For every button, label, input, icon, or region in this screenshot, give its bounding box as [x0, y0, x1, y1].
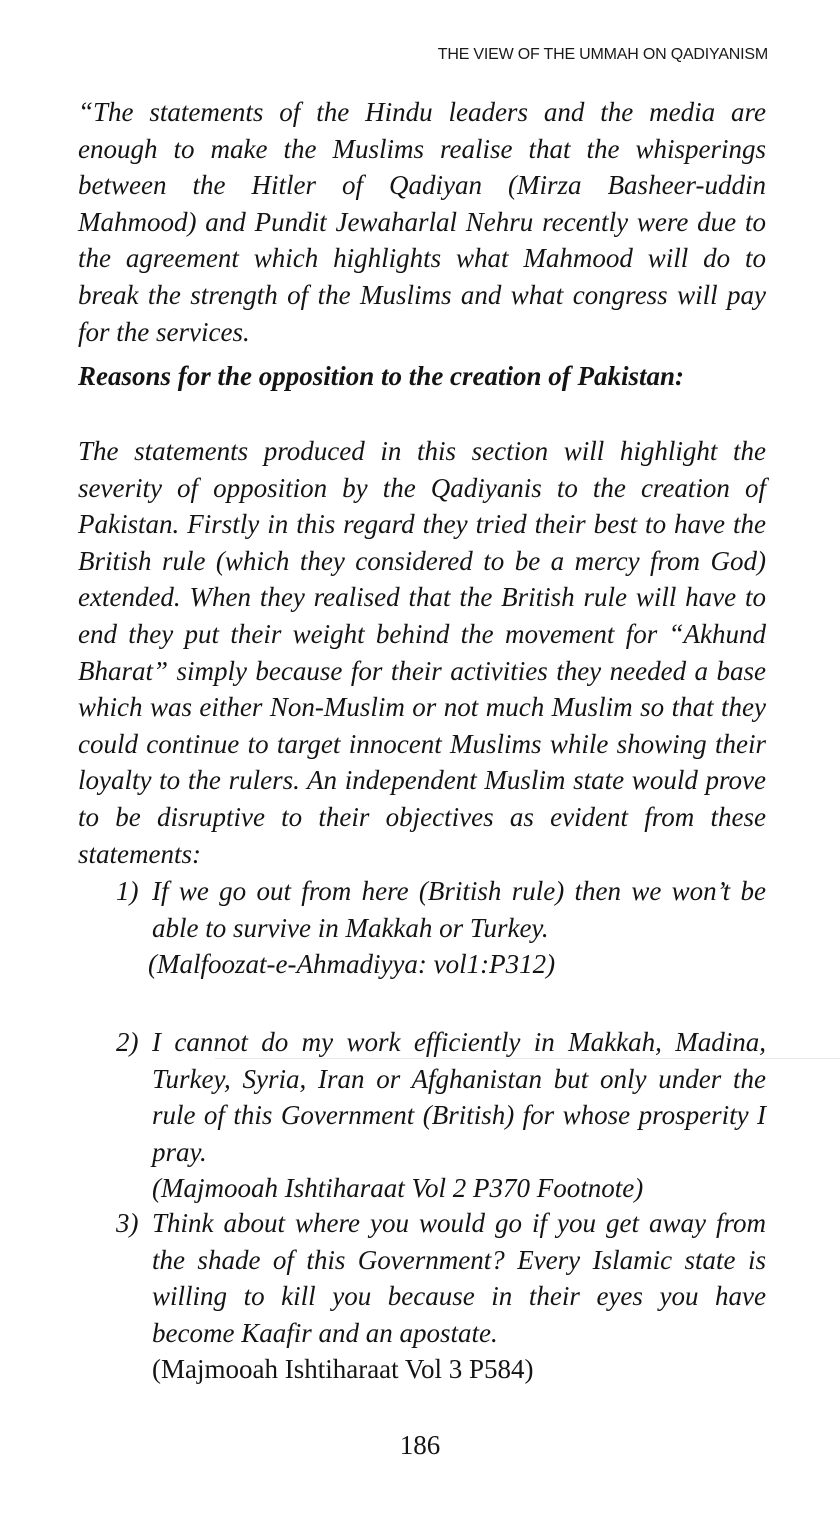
statement-item-2 — [78, 1024, 766, 1207]
statement-reference: (Majmooah Ishtiharaat Vol 2 P370 Footnote) — [152, 1173, 644, 1204]
statement-reference: (Malfoozat-e-Ahmadiyya: vol1:P312) — [148, 949, 556, 980]
running-header: THE VIEW OF THE UMMAH ON QADIYANISM — [437, 46, 768, 63]
statement-number: 3) — [116, 1208, 139, 1238]
statement-item-1 — [78, 873, 766, 983]
statement-number: 2) — [116, 1027, 139, 1057]
statement-number: 1) — [116, 876, 139, 906]
scan-guide-line — [215, 1058, 840, 1059]
statement-item-3 — [78, 1205, 766, 1388]
statement-text: I cannot do my work efficiently in Makkah, Madina, Turkey, Syria, Iran or Afghanistan but only under the rule of this Government (British) for whose prosperity I pray. — [152, 1027, 766, 1167]
statement-text: Think about where you would go if you get away from the shade of this Government? Every Islamic state is willing to kill you because in their eyes you have become Kaafir and an apostate. — [152, 1208, 766, 1348]
page-number: 186 — [399, 1430, 441, 1460]
section-heading: Reasons for the opposition to the creation of Pakistan: — [78, 361, 685, 391]
opening-quote: “The statements of the Hindu leaders and the media are enough to make the Muslims realise that the whisperings between the Hitler of Qadiyan (Mirza Basheer-uddin Mahmood) and Pundit Jewaharlal Nehru recently were due to the agreement which highlights what Mahmood will do to break the strength of the Muslims and what congress will pay for the services. — [78, 97, 766, 347]
statement-reference: (Majmooah Ishtiharaat Vol 3 P584) — [152, 1354, 534, 1385]
section-intro: The statements produced in this section will highlight the severity of opposition by the Qadiyanis to the creation of Pakistan. Firstly in this regard they tried their best to have the British rule (which they considered to be a mercy from God) extended. When they realised that the British rule will have to end they put their weight behind the movement for “Akhund Bharat” simply because for their activities they needed a base which was either Non-Muslim or not much Muslim so that they could continue to target innocent Muslims while showing their loyalty to the rulers. An independent Muslim state would prove to be disruptive to their objectives as evident from these statements: — [78, 436, 766, 869]
statement-text: If we go out from here (British rule) then we won’t be able to survive in Makkah or Turkey. — [152, 876, 766, 943]
